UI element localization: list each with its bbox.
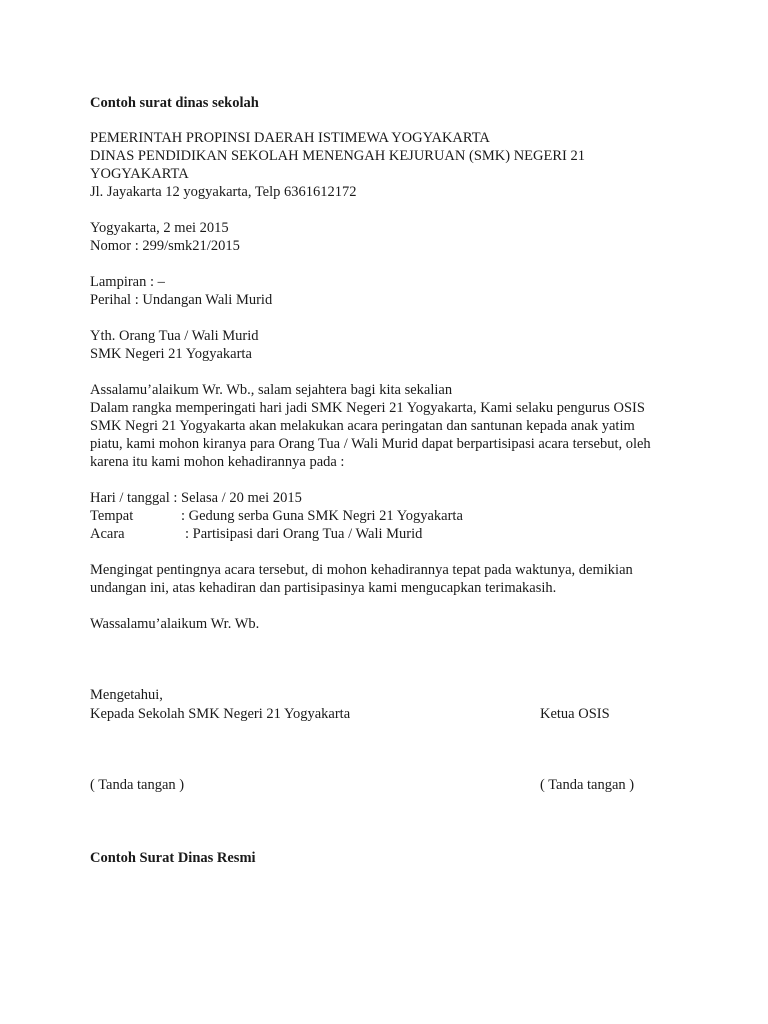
letterhead-government: PEMERINTAH PROPINSI DAERAH ISTIMEWA YOGYAKARTA [90,130,490,146]
body-line: Dalam rangka memperingati hari jadi SMK Negeri 21 Yogyakarta, Kami selaku pengurus OSIS [90,400,645,416]
footer-heading: Contoh Surat Dinas Resmi [90,850,256,866]
letterhead-city: YOGYAKARTA [90,166,189,182]
acknowledged-label: Mengetahui, [90,687,163,703]
closing-line: Mengingat pentingnya acara tersebut, di mohon kehadirannya tepat pada waktunya, demikian [90,562,633,578]
letterhead-department: DINAS PENDIDIKAN SEKOLAH MENENGAH KEJURUAN (SMK) NEGERI 21 [90,148,585,164]
body-line: SMK Negri 21 Yogyakarta akan melakukan acara peringatan dan santunan kepada anak yatim [90,418,635,434]
letter-date: Yogyakarta, 2 mei 2015 [90,220,229,236]
recipient-line-2: SMK Negeri 21 Yogyakarta [90,346,252,362]
event-agenda-value: : Partisipasi dari Orang Tua / Wali Murid [185,526,423,542]
letter-number: Nomor : 299/smk21/2015 [90,238,240,254]
event-agenda-label: Acara [90,526,125,542]
letterhead-address: Jl. Jayakarta 12 yogyakarta, Telp 6361612172 [90,184,357,200]
event-place-value: : Gedung serba Guna SMK Negri 21 Yogyakarta [181,508,463,524]
event-date: Hari / tanggal : Selasa / 20 mei 2015 [90,490,302,506]
signer-right-title: Ketua OSIS [540,706,610,722]
letter-subject: Perihal : Undangan Wali Murid [90,292,273,308]
event-place-label: Tempat [90,508,134,524]
closing-salutation: Wassalamu’alaikum Wr. Wb. [90,616,260,632]
event-place [90,507,463,525]
recipient-line-1: Yth. Orang Tua / Wali Murid [90,328,259,344]
letter-attachment: Lampiran : – [90,274,165,290]
document-heading: Contoh surat dinas sekolah [90,95,259,111]
signer-left-title: Kepada Sekolah SMK Negeri 21 Yogyakarta [90,706,351,722]
signature-left: ( Tanda tangan ) [90,777,185,793]
body-line: karena itu kami mohon kehadirannya pada : [90,454,345,470]
signature-right: ( Tanda tangan ) [540,777,635,793]
event-agenda [90,525,422,543]
opening-greeting: Assalamu’alaikum Wr. Wb., salam sejahtera bagi kita sekalian [90,382,453,398]
closing-line: undangan ini, atas kehadiran dan partisipasinya kami mengucapkan terimakasih. [90,580,557,596]
body-line: piatu, kami mohon kiranya para Orang Tua / Wali Murid dapat berpartisipasi acara tersebut, oleh [90,436,651,452]
